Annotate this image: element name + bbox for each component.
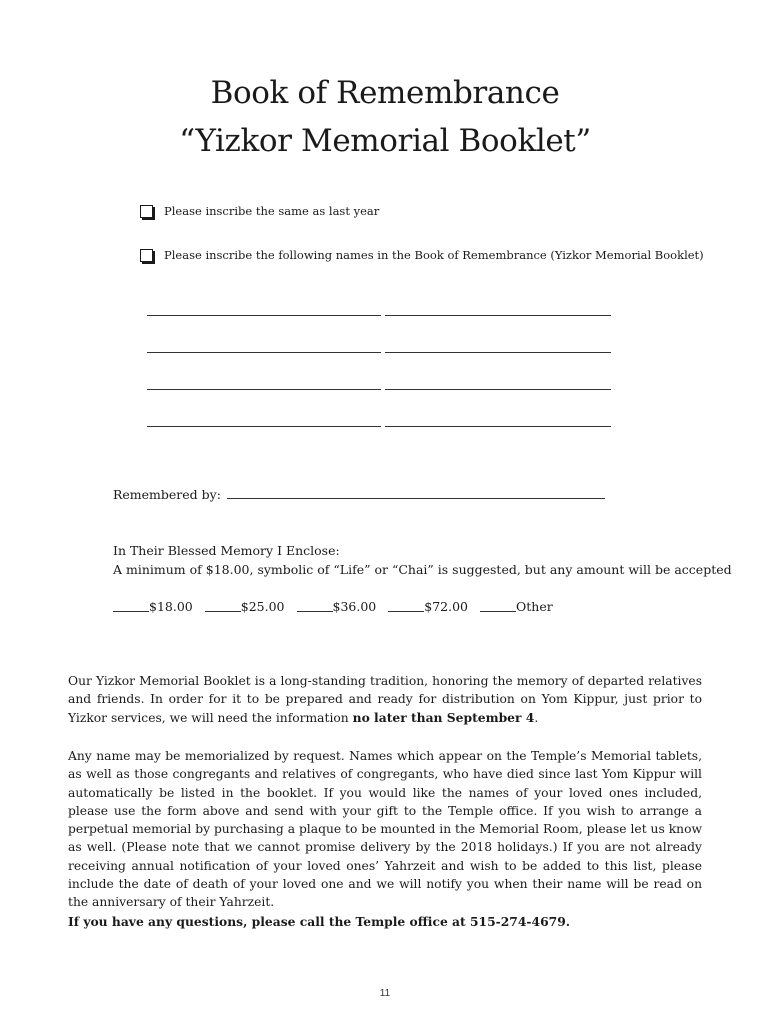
paragraph-tradition [68, 672, 702, 727]
amount-blank[interactable] [113, 610, 149, 612]
name-line-2b[interactable] [385, 352, 611, 353]
amount-option[interactable] [297, 599, 377, 614]
amount-label: $18.00 [149, 599, 193, 614]
paragraph-tradition-end: . [534, 710, 539, 725]
paragraph-memorialization: Any name may be memorialized by request. Names which appear on the Temple’s Memorial tablets, as well as those congregants and relatives of congregants, who have died since last Yom Kippur will automatically be listed in the booklet. If you would like the names of your loved ones included, please use the form above and send with your gift to the Temple office. If you wish to arrange a perpetual memorial by purchasing a plaque to be mounted in the Memorial Room, please let us know as well. (Please note that we cannot promise delivery by the 2018 holidays.) If you are not already receiving annual notification of your loved ones’ Yahrzeit and wish to be added to this list, please include the date of death of your loved one and we will notify you when their name will be read on the anniversary of their Yahrzeit. [68, 749, 702, 910]
option-following-names-label: Please inscribe the following names in the Book of Remembrance (Yizkor Memorial Booklet) [164, 248, 704, 262]
remembered-by-line[interactable] [227, 497, 605, 499]
minimum-text: A minimum of $18.00, symbolic of “Life” or “Chai” is suggested, but any amount will be accepted [113, 562, 732, 577]
page-title: Book of Remembrance [210, 75, 560, 111]
amount-options [113, 599, 565, 614]
name-line-4b[interactable] [385, 426, 611, 427]
amount-option[interactable] [480, 599, 553, 614]
name-line-3b[interactable] [385, 389, 611, 390]
page-subtitle: “Yizkor Memorial Booklet” [179, 123, 591, 159]
remembered-by-label: Remembered by: [113, 487, 221, 502]
name-line-1a[interactable] [147, 315, 381, 316]
option-following-names[interactable] [140, 248, 704, 262]
option-same-as-last-year-label: Please inscribe the same as last year [164, 204, 380, 218]
name-line-2a[interactable] [147, 352, 381, 353]
remembered-by-field [113, 487, 605, 502]
amount-blank[interactable] [205, 610, 241, 612]
deadline-text: no later than September 4 [352, 709, 535, 725]
paragraph-tradition-text: Our Yizkor Memorial Booklet is a long-standing tradition, honoring the memory of departed relatives and friends. In order for it to be prepared and ready for distribution on Yom Kippur, just prior to Yizkor services, we will need the information [68, 674, 702, 725]
amount-label: Other [516, 599, 553, 614]
checkbox-following-names[interactable] [140, 249, 153, 262]
amount-label: $25.00 [240, 599, 285, 614]
option-same-as-last-year[interactable] [140, 204, 379, 218]
amount-option[interactable] [205, 599, 285, 614]
name-line-3a[interactable] [147, 389, 381, 390]
name-line-1b[interactable] [385, 315, 611, 316]
amount-blank[interactable] [297, 610, 333, 612]
amount-label: $36.00 [332, 599, 377, 614]
amount-blank[interactable] [388, 610, 424, 612]
contact-text: If you have any questions, please call the Temple office at 515-274-4679. [68, 914, 571, 929]
amount-option[interactable] [388, 599, 468, 614]
page-number: 11 [379, 988, 391, 999]
name-line-4a[interactable] [147, 426, 381, 427]
amount-label: $72.00 [424, 599, 468, 614]
amount-blank[interactable] [480, 610, 516, 612]
checkbox-same-as-last-year[interactable] [140, 205, 153, 218]
memory-heading: In Their Blessed Memory I Enclose: [113, 543, 340, 558]
amount-option[interactable] [113, 599, 193, 614]
